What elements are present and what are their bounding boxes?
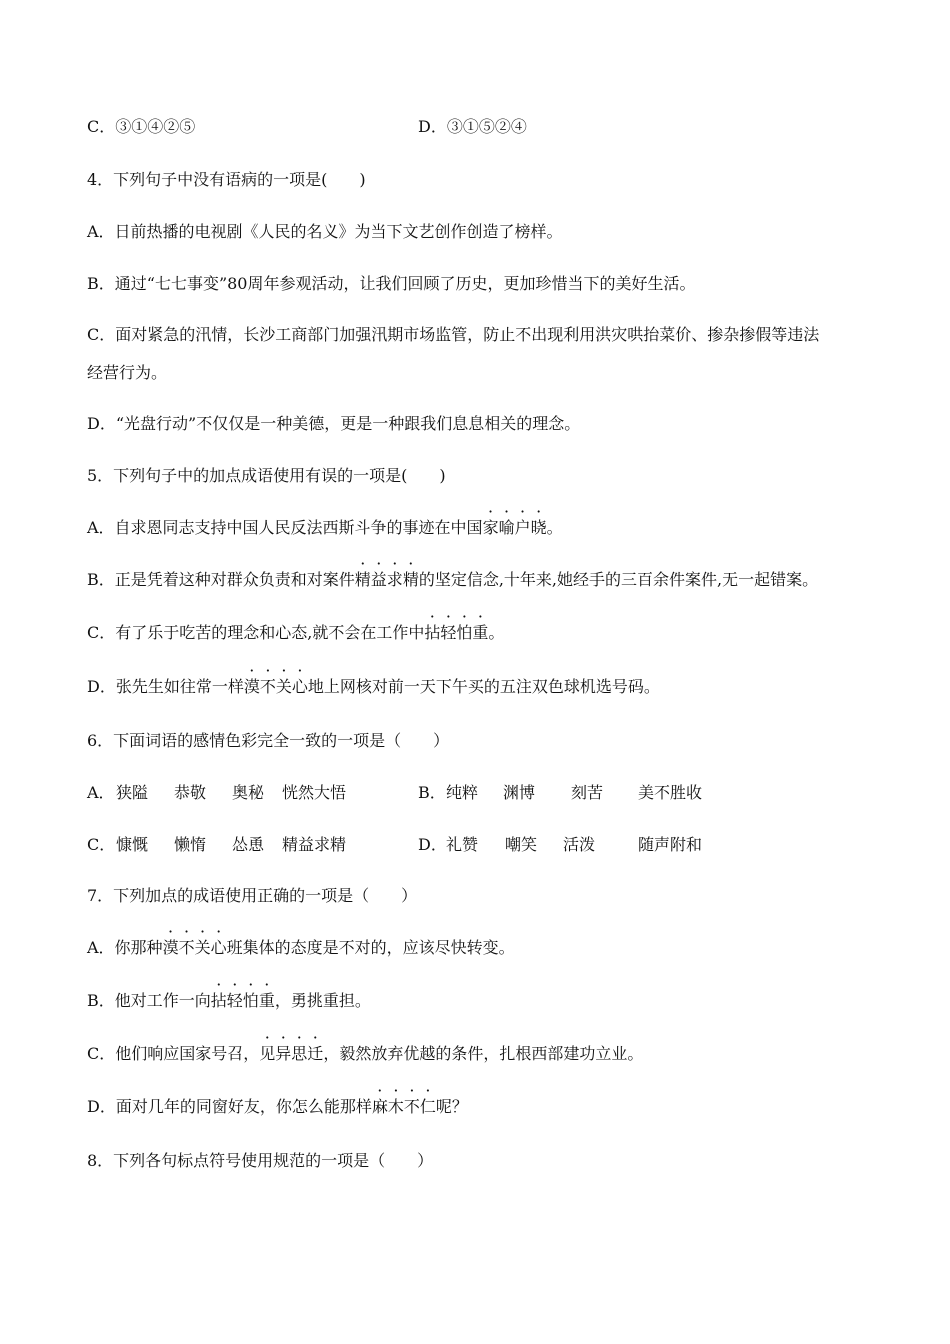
q6-option-b-word: 纯粹	[446, 783, 479, 802]
q5-c-idiom: 拈轻怕重	[424, 623, 489, 642]
q7-a-tail: 班集体的态度是不对的，应该尽快转变。	[226, 938, 515, 957]
q3-option-c: C．③①④②⑤	[87, 117, 196, 136]
q5-option-d	[87, 677, 660, 697]
q6-option-a-word: 恭敬	[174, 783, 207, 802]
q4-stem: 4．下列句子中没有语病的一项是( )	[87, 170, 366, 189]
q6-option-d-label: D．	[418, 835, 447, 854]
q5-a-text: A．自求恩同志支持中国人民反法西斯斗争的事迹在中国	[87, 518, 483, 537]
q7-d-text: D．面对几年的同窗好友，你怎么能那样	[87, 1097, 372, 1116]
q5-c-text: C．有了乐于吃苦的理念和心态,就不会在工作中	[87, 623, 425, 642]
q7-a-text: A．你那种	[87, 938, 163, 957]
q4-option-d: D．“光盘行动”不仅仅是一种美德，更是一种跟我们息息相关的理念。	[87, 414, 581, 433]
q7-a-idiom: 漠不关心	[162, 938, 227, 957]
q5-d-text: D．张先生如往常一样	[87, 677, 244, 696]
q5-option-c	[87, 623, 504, 643]
q6-option-b-word: 渊博	[503, 783, 536, 802]
q7-option-a	[87, 938, 515, 958]
q5-a-tail: 。	[546, 518, 563, 537]
q5-d-idiom: 漠不关心	[243, 677, 308, 696]
q6-option-c-word: 怂恿	[232, 835, 265, 854]
q7-d-tail: 呢？	[435, 1097, 468, 1116]
q5-b-text: B．正是凭着这种对群众负责和对案件	[87, 570, 355, 589]
q7-d-idiom: 麻木不仁	[371, 1097, 436, 1116]
q6-option-c-word: 懒惰	[174, 835, 207, 854]
q5-c-tail: 。	[488, 623, 505, 642]
q7-b-text: B．他对工作一向	[87, 991, 211, 1010]
q7-b-idiom: 拈轻怕重	[210, 991, 275, 1010]
q6-option-b-word: 美不胜收	[638, 783, 703, 802]
q5-option-a	[87, 518, 563, 538]
q6-option-d-word: 礼赞	[446, 835, 479, 854]
q4-option-c-line1: C．面对紧急的汛情，长沙工商部门加强汛期市场监管，防止不出现利用洪灾哄抬菜价、掺杂掺假等违法	[87, 325, 820, 344]
q6-option-d-word: 活泼	[563, 835, 596, 854]
q6-option-a-word: 奥秘	[232, 783, 265, 802]
q7-option-b	[87, 991, 371, 1011]
q6-option-b-label: B．	[418, 783, 446, 802]
q7-c-tail: ，毅然放弃优越的条件，扎根西部建功立业。	[323, 1044, 644, 1063]
q6-option-d-word: 随声附和	[638, 835, 703, 854]
q5-b-tail: 的坚定信念,十年来,她经手的三百余件案件,无一起错案。	[418, 570, 819, 589]
q6-option-c-word: 精益求精	[282, 835, 347, 854]
q6-option-a-label: A．	[87, 783, 115, 802]
q4-option-a: A．日前热播的电视剧《人民的名义》为当下文艺创作创造了榜样。	[87, 222, 563, 241]
q7-option-d	[87, 1097, 468, 1117]
q6-option-c-word: 慷慨	[116, 835, 149, 854]
q3-option-d: D．③①⑤②④	[418, 117, 527, 136]
q6-option-c-label: C．	[87, 835, 116, 854]
q6-stem: 6．下面词语的感情色彩完全一致的一项是（ ）	[87, 731, 450, 750]
q6-option-b-word: 刻苦	[571, 783, 604, 802]
q7-c-idiom: 见异思迁	[259, 1044, 324, 1063]
q4-option-b: B．通过“七七事变”80周年参观活动，让我们回顾了历史，更加珍惜当下的美好生活。	[87, 274, 696, 293]
q7-b-tail: ，勇挑重担。	[274, 991, 371, 1010]
q7-c-text: C．他们响应国家号召，	[87, 1044, 260, 1063]
q5-d-tail: 地上网核对前一天下午买的五注双色球机选号码。	[307, 677, 660, 696]
q7-stem: 7．下列加点的成语使用正确的一项是（ ）	[87, 886, 418, 905]
q5-b-idiom: 精益求精	[354, 570, 419, 589]
q8-stem: 8．下列各句标点符号使用规范的一项是（ ）	[87, 1151, 434, 1170]
q5-stem: 5．下列句子中的加点成语使用有误的一项是( )	[87, 466, 446, 485]
q7-option-c	[87, 1044, 643, 1064]
q6-option-a-word: 恍然大悟	[282, 783, 347, 802]
q4-option-c-line2: 经营行为。	[87, 363, 168, 382]
q6-option-a-word: 狭隘	[116, 783, 149, 802]
q5-option-b	[87, 570, 818, 590]
q5-a-idiom: 家喻户晓	[482, 518, 547, 537]
q6-option-d-word: 嘲笑	[505, 835, 538, 854]
